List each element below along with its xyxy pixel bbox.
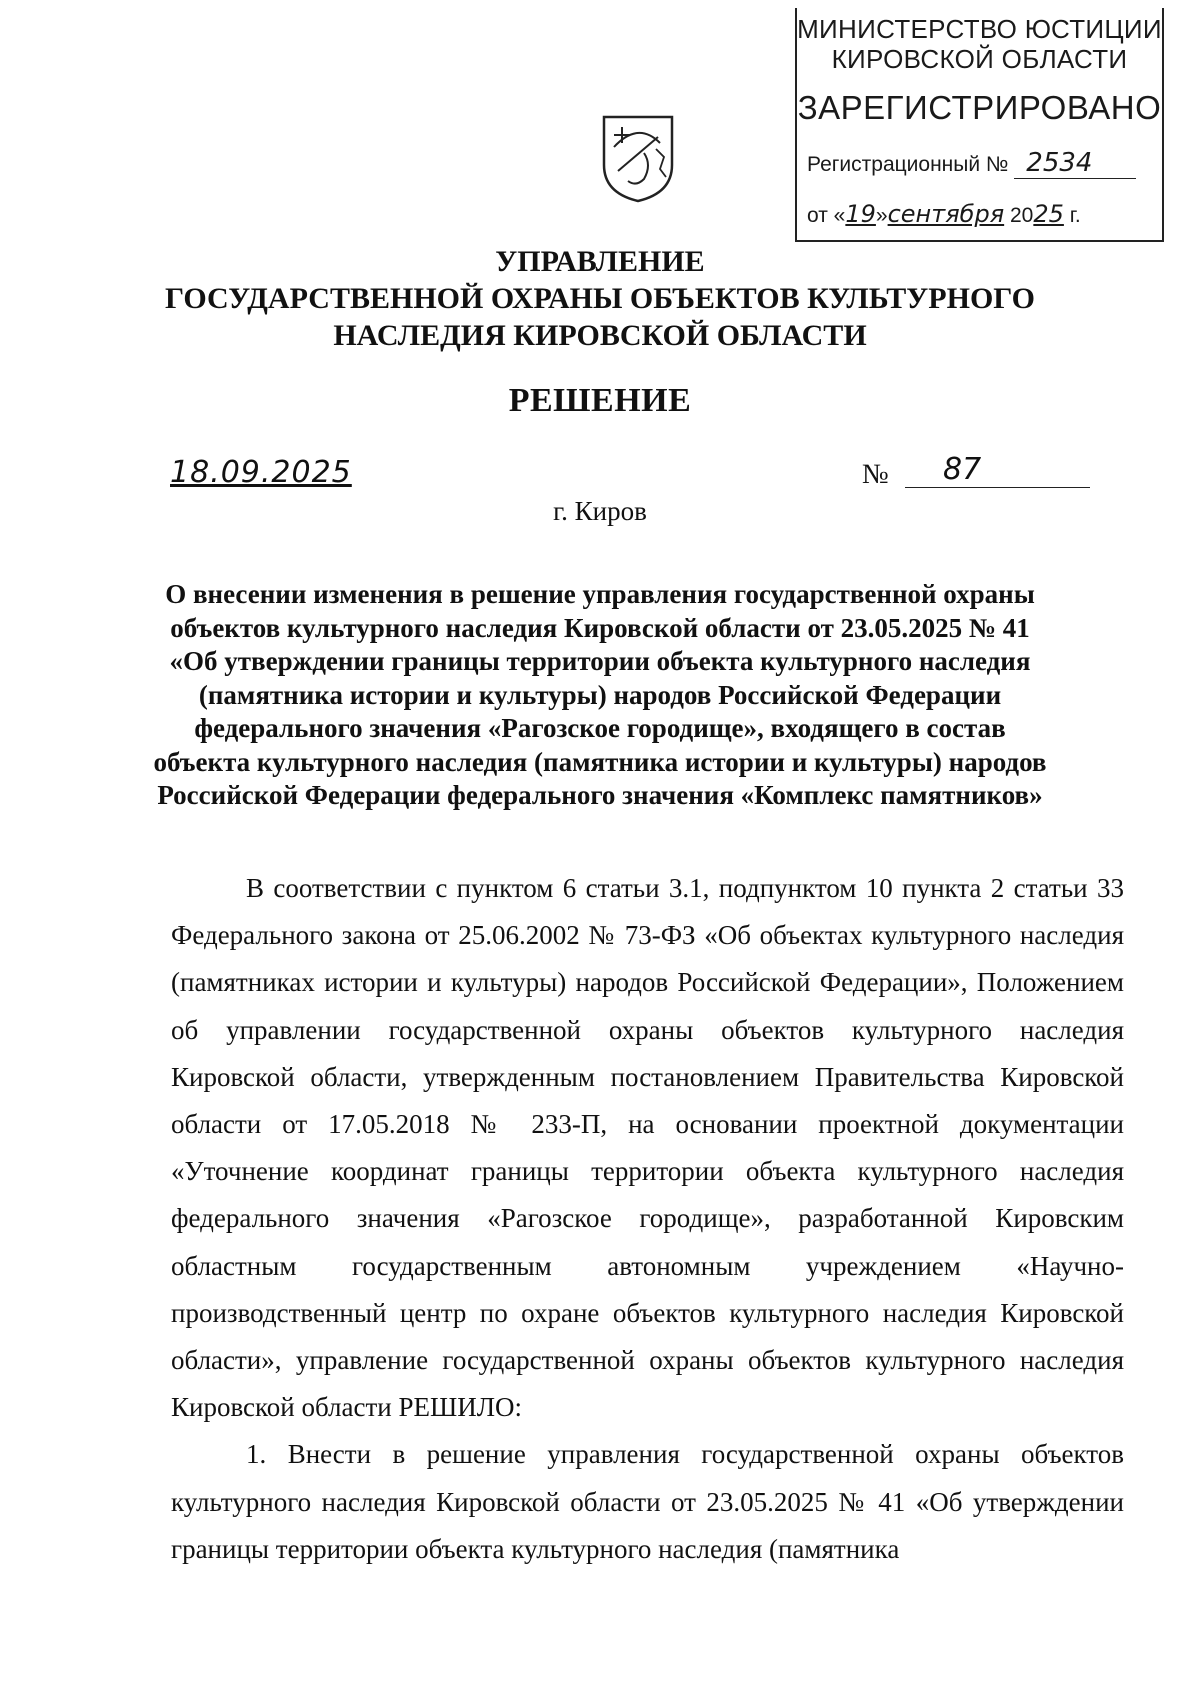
document-city: г. Киров bbox=[553, 496, 647, 526]
agency-line1: УПРАВЛЕНИЕ bbox=[495, 245, 705, 278]
registration-stamp bbox=[795, 8, 1164, 242]
document-number-label: № bbox=[862, 459, 889, 490]
stamp-registered: ЗАРЕГИСТРИРОВАНО bbox=[797, 89, 1162, 126]
body-paragraph-2: 1. Внести в решение управления государственной охраны объектов культурного наследия Кировской области от 23.05.2025 № 41 «Об утверждении границы территории объекта культурного наследия (памятника bbox=[171, 1439, 1124, 1564]
document-number: 87 bbox=[905, 452, 1090, 488]
title-line: О внесении изменения в решение управления государственной охраны bbox=[165, 579, 1035, 609]
agency-line3: НАСЛЕДИЯ КИРОВСКОЙ ОБЛАСТИ bbox=[333, 319, 867, 352]
title-line: «Об утверждении границы территории объекта культурного наследия bbox=[169, 646, 1031, 676]
document-title bbox=[150, 578, 1050, 813]
stamp-date-year-prefix: 20 bbox=[1004, 204, 1034, 227]
stamp-date-line bbox=[807, 200, 1081, 228]
stamp-date-day: 19 bbox=[845, 200, 876, 228]
title-line: (памятника истории и культуры) народов Российской Федерации bbox=[198, 679, 1002, 710]
stamp-reg-line bbox=[807, 148, 1136, 179]
stamp-date-mid: » bbox=[875, 204, 888, 227]
agency-line2: ГОСУДАРСТВЕННОЙ ОХРАНЫ ОБЪЕКТОВ КУЛЬТУРНОГО bbox=[165, 282, 1035, 315]
title-line: объекта культурного наследия (памятника истории и культуры) народов bbox=[153, 746, 1047, 777]
stamp-ministry-line1: МИНИСТЕРСТВО ЮСТИЦИИ bbox=[797, 14, 1162, 44]
stamp-ministry-line2: КИРОВСКОЙ ОБЛАСТИ bbox=[831, 44, 1128, 74]
stamp-date-prefix: от « bbox=[807, 204, 846, 227]
title-line: федерального значения «Рагозское городище», входящего в состав bbox=[194, 713, 1006, 743]
agency-name bbox=[0, 243, 1200, 354]
document-type: РЕШЕНИЕ bbox=[508, 382, 692, 419]
stamp-ministry bbox=[797, 14, 1162, 74]
title-line: Российской Федерации федерального значения «Комплекс памятников» bbox=[157, 780, 1043, 810]
title-line: объектов культурного наследия Кировской области от 23.05.2025 № 41 bbox=[170, 612, 1030, 643]
document-date: 18.09.2025 bbox=[170, 455, 352, 490]
stamp-date-suffix: г. bbox=[1063, 204, 1081, 227]
stamp-reg-number: 2534 bbox=[1014, 148, 1136, 179]
stamp-reg-label: Регистрационный № bbox=[807, 153, 1009, 176]
stamp-date-year: 25 bbox=[1033, 200, 1064, 228]
stamp-date-month: сентября bbox=[887, 200, 1005, 228]
body-paragraph-1: В соответствии с пунктом 6 статьи 3.1, подпунктом 10 пункта 2 статьи 33 Федерального закона от 25.06.2002 № 73-ФЗ «Об объектах культурного наследия (памятниках истории и культуры) народов Российской Федерации», Положением об управлении государственной охраны объектов культурного наследия Кировской области, утвержденным постановлением Правительства Кировской области от 17.05.2018 № 233-П, на основании проектной документации «Уточнение координат границы территории объекта культурного наследия федерального значения «Рагозское городище», разработанной Кировским областным государственным автономным учреждением «Научно-производственный центр по охране объектов культурного наследия Кировской области», управление государственной охраны объектов культурного наследия Кировской области РЕШИЛО: bbox=[171, 873, 1124, 1423]
document-body bbox=[171, 865, 1124, 1573]
kirov-coat-of-arms-icon bbox=[600, 113, 676, 203]
